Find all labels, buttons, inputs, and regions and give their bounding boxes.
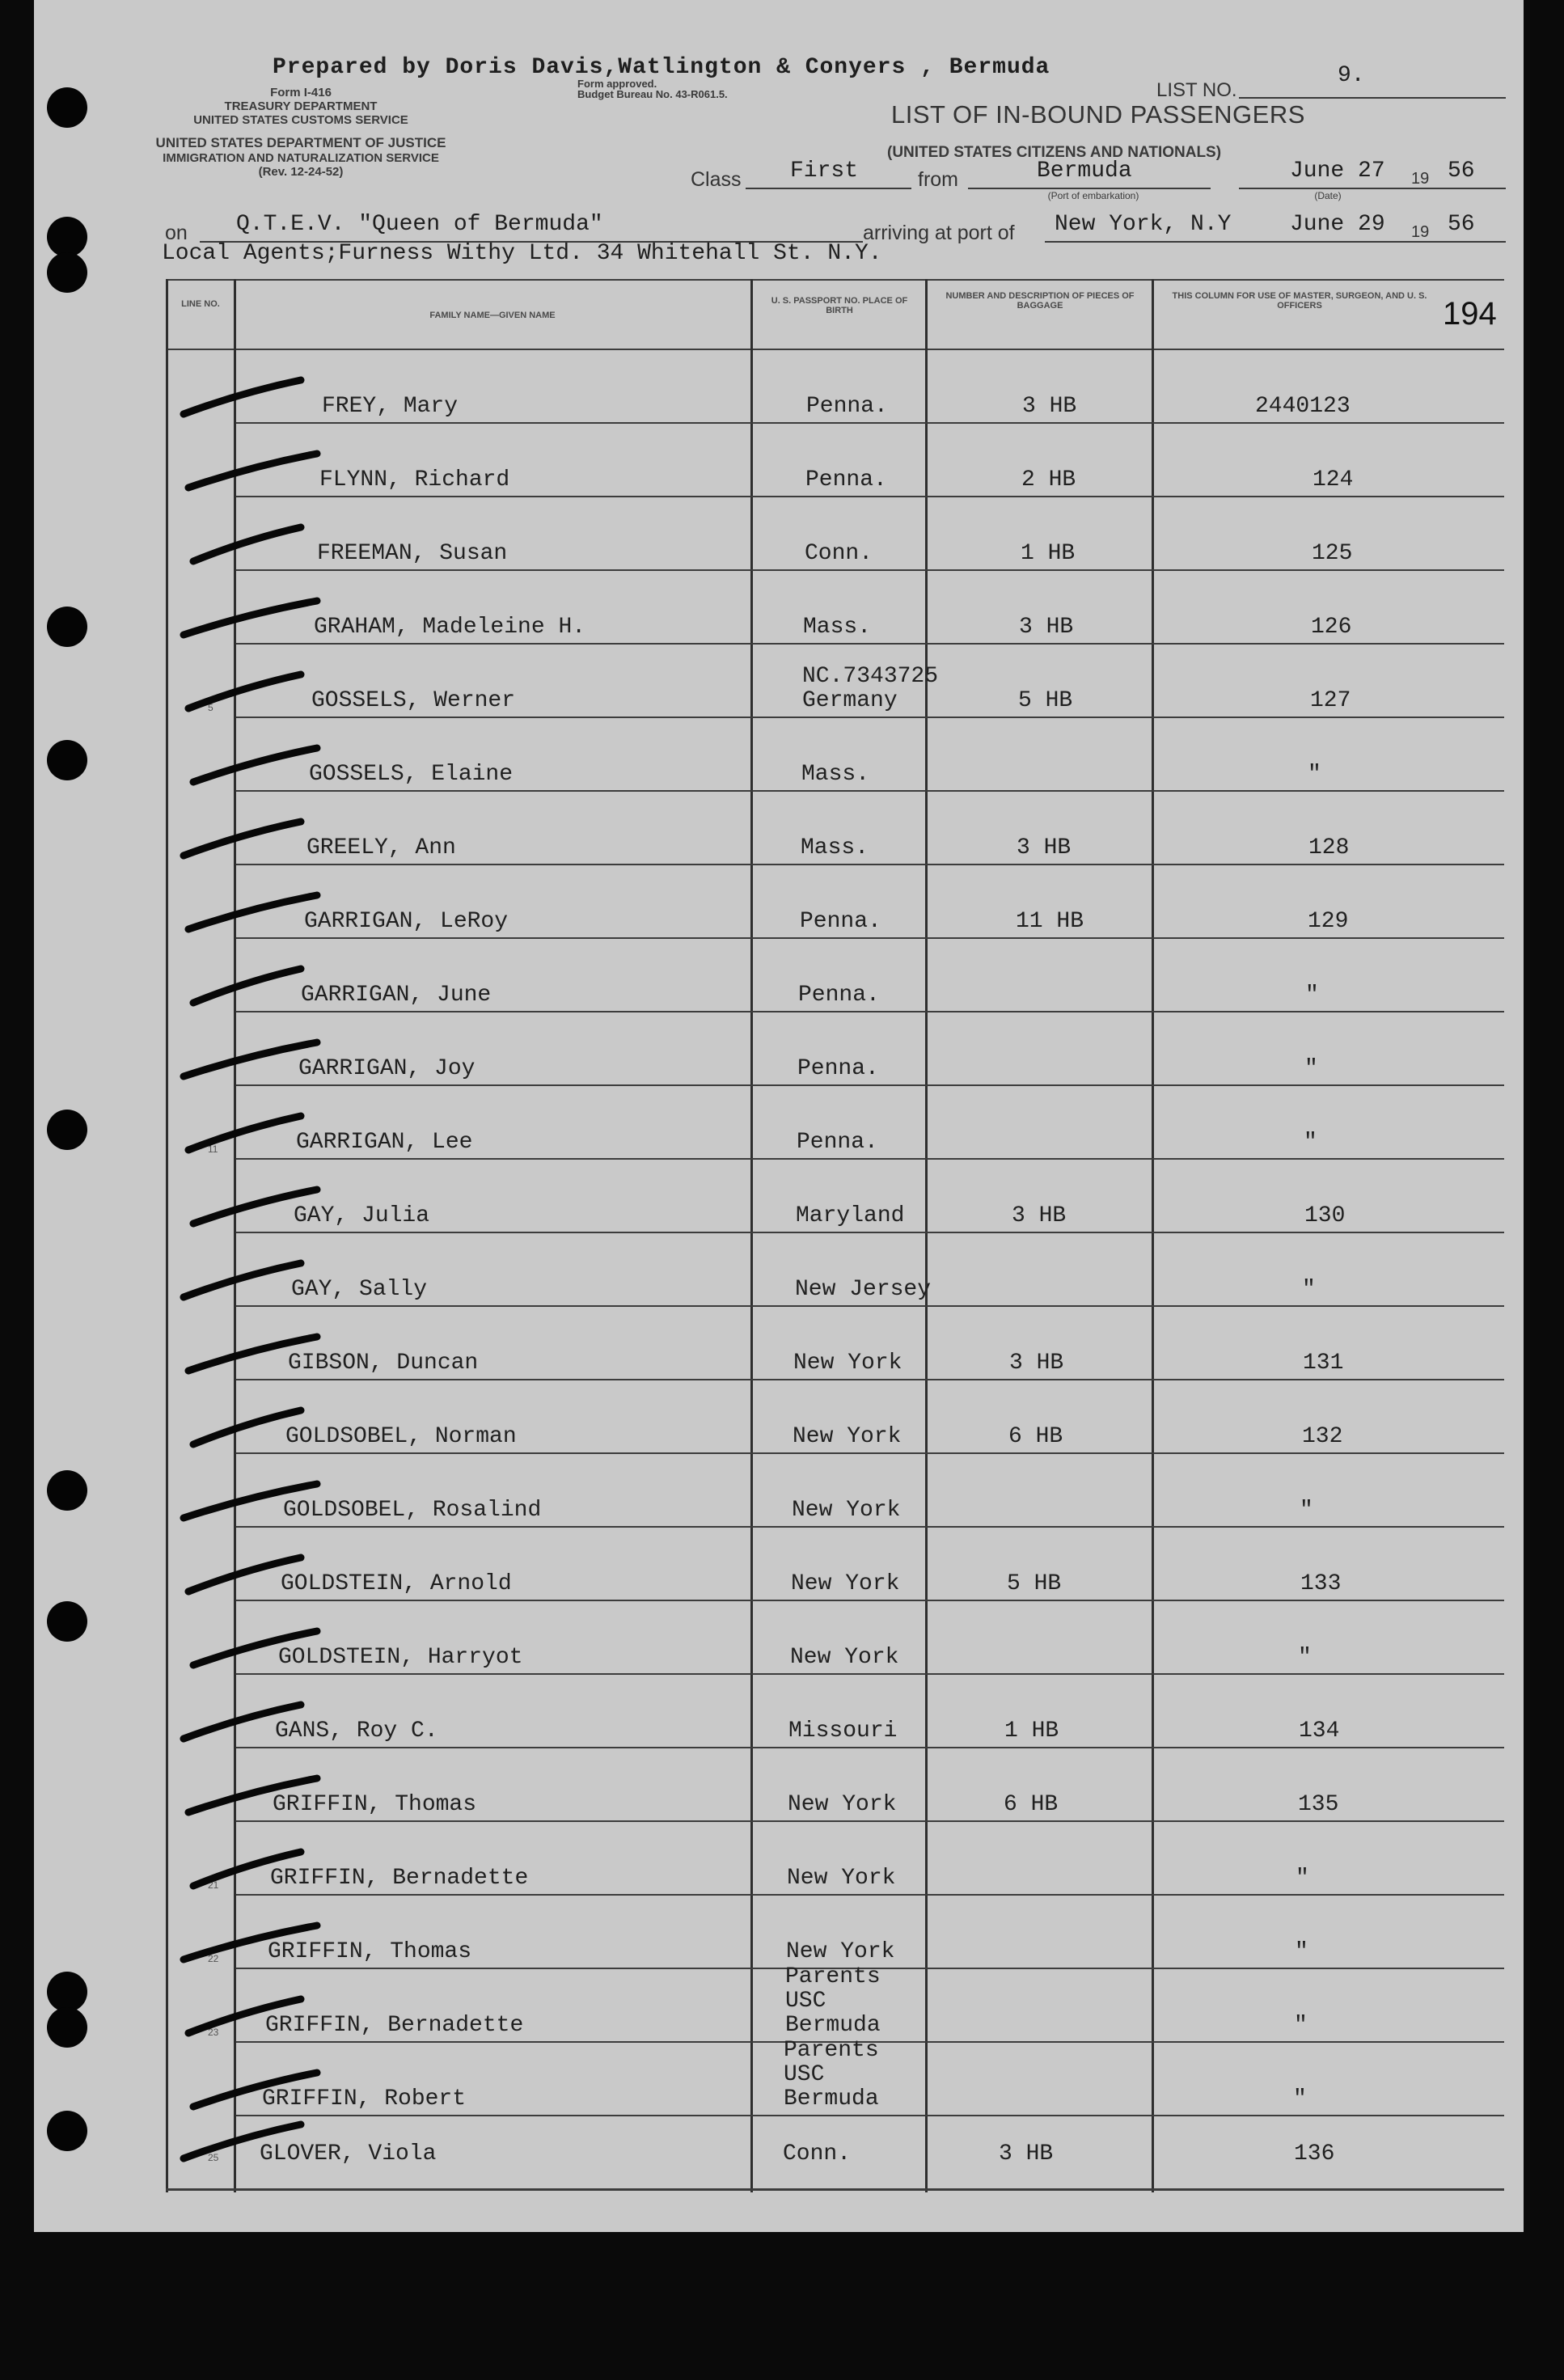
binder-hole <box>47 1601 87 1642</box>
arrival-year: 56 <box>1448 212 1475 237</box>
passenger-name: GANS, Roy C. <box>275 1718 438 1744</box>
check-mark <box>193 969 301 1003</box>
baggage-count: 3 HB <box>999 2141 1054 2167</box>
list-no-label: LIST NO. <box>1156 79 1237 101</box>
passenger-name: GRAHAM, Madeleine H. <box>314 615 586 640</box>
baggage-count: 6 HB <box>1004 1792 1059 1817</box>
place-of-birth: Maryland <box>796 1203 905 1228</box>
passenger-name: GREELY, Ann <box>306 835 456 860</box>
line-number: 25 <box>208 2152 219 2163</box>
baggage-count: 5 HB <box>1007 1571 1062 1596</box>
place-of-birth: New York <box>786 1939 895 1964</box>
col-header-line-no: LINE NO. <box>181 299 220 309</box>
official-number: " <box>1300 1498 1313 1523</box>
place-of-birth: Bermuda <box>784 2086 879 2112</box>
official-number: " <box>1295 1939 1308 1964</box>
local-agents: Local Agents;Furness Withy Ltd. 34 Whitehall St. N.Y. <box>162 241 882 266</box>
line-number: 21 <box>208 1879 219 1891</box>
col-header-official: THIS COLUMN FOR USE OF MASTER, SURGEON, AND U. S. OFFICERS <box>1172 291 1427 311</box>
passenger-name: FREY, Mary <box>322 394 459 419</box>
list-no-value: 9. <box>1338 63 1365 88</box>
binder-hole <box>47 217 87 257</box>
passenger-name: GRIFFIN, Robert <box>262 2086 467 2112</box>
passenger-name: GOSSELS, Werner <box>311 688 516 713</box>
check-mark <box>188 674 301 708</box>
binder-hole <box>47 252 87 293</box>
official-number: 130 <box>1304 1203 1346 1228</box>
official-number: 127 <box>1310 688 1351 713</box>
official-number: " <box>1305 983 1319 1008</box>
port-embarkation-caption: (Port of embarkation) <box>1047 190 1139 201</box>
place-of-birth: Parents <box>784 2038 879 2063</box>
place-of-birth: New York <box>793 1351 902 1376</box>
place-of-birth: USC <box>784 2062 825 2087</box>
passenger-name: GLOVER, Viola <box>260 2141 437 2167</box>
baggage-count: 3 HB <box>1012 1203 1067 1228</box>
official-number: " <box>1308 762 1321 787</box>
baggage-count: 1 HB <box>1004 1718 1059 1744</box>
dept-justice: UNITED STATES DEPARTMENT OF JUSTICE <box>155 135 446 150</box>
place-of-birth: New York <box>792 1498 901 1523</box>
place-of-birth: New York <box>788 1792 897 1817</box>
page-number: 194 <box>1443 296 1497 332</box>
binder-hole <box>47 1470 87 1511</box>
check-mark <box>188 454 317 488</box>
check-marks <box>34 0 1524 2232</box>
passenger-name: GOLDSTEIN, Arnold <box>281 1571 512 1596</box>
check-mark <box>193 1631 317 1665</box>
passenger-name: GARRIGAN, June <box>301 983 492 1008</box>
official-number: " <box>1302 1277 1316 1302</box>
check-mark <box>193 2073 317 2107</box>
place-of-birth: USC <box>785 1989 826 2014</box>
place-of-birth: Penna. <box>797 1056 879 1081</box>
place-of-birth: Mass. <box>803 615 872 640</box>
depart-year-prefix: 19 <box>1411 170 1430 188</box>
official-number: 133 <box>1300 1571 1342 1596</box>
passenger-name: GARRIGAN, Lee <box>296 1130 473 1155</box>
dept-treasury: TREASURY DEPARTMENT <box>224 99 378 113</box>
official-number: 129 <box>1308 909 1349 934</box>
manifest-sheet <box>34 0 1524 2232</box>
line-number: 11 <box>208 1143 218 1155</box>
arrival-port: New York, N.Y <box>1055 212 1232 237</box>
line-number: 23 <box>208 2027 219 2038</box>
place-of-birth: Penna. <box>800 909 881 934</box>
depart-year: 56 <box>1448 159 1475 184</box>
form-approved: Form approved. <box>577 78 657 90</box>
check-mark <box>184 380 301 414</box>
passenger-name: GRIFFIN, Thomas <box>273 1792 477 1817</box>
form-revision: (Rev. 12-24-52) <box>258 165 344 179</box>
passenger-name: GARRIGAN, LeRoy <box>304 909 509 934</box>
place-of-birth: New York <box>791 1571 900 1596</box>
passenger-name: GOLDSOBEL, Norman <box>285 1424 517 1449</box>
class-value: First <box>790 159 859 184</box>
prepared-by: Prepared by Doris Davis,Watlington & Conyers , Bermuda <box>273 55 1050 80</box>
check-mark <box>188 1999 301 2033</box>
official-number: 126 <box>1311 615 1352 640</box>
official-number: 136 <box>1294 2141 1335 2167</box>
check-mark <box>188 1337 317 1371</box>
passenger-name: GOSSELS, Elaine <box>309 762 514 787</box>
place-of-birth: Penna. <box>797 1130 878 1155</box>
check-mark <box>184 2124 301 2158</box>
check-mark <box>184 1042 317 1076</box>
official-number: 131 <box>1303 1351 1344 1376</box>
class-label: Class <box>691 168 742 191</box>
official-number: 135 <box>1298 1792 1339 1817</box>
check-mark <box>184 1263 301 1297</box>
check-mark <box>193 527 301 561</box>
baggage-count: 3 HB <box>1019 615 1074 640</box>
place-of-birth: Conn. <box>805 541 873 566</box>
arriving-label: arriving at port of <box>863 222 1015 244</box>
check-mark <box>188 1558 301 1592</box>
place-of-birth: Penna. <box>798 983 880 1008</box>
passenger-name: GIBSON, Duncan <box>288 1351 479 1376</box>
binder-hole <box>47 2007 87 2048</box>
check-mark <box>193 1852 301 1886</box>
place-of-birth: Mass. <box>801 835 869 860</box>
place-of-birth: Parents <box>785 1964 881 1989</box>
binder-hole <box>47 607 87 647</box>
official-number: " <box>1294 2013 1308 2038</box>
baggage-count: 5 HB <box>1018 688 1073 713</box>
baggage-count: 1 HB <box>1021 541 1076 566</box>
passenger-name: GARRIGAN, Joy <box>298 1056 476 1081</box>
form-subtitle: (UNITED STATES CITIZENS AND NATIONALS) <box>887 144 1222 161</box>
place-of-birth: Penna. <box>805 467 887 492</box>
check-mark <box>188 895 317 929</box>
binder-hole <box>47 87 87 128</box>
binder-hole <box>47 1972 87 2012</box>
dept-immigration: IMMIGRATION AND NATURALIZATION SERVICE <box>163 151 439 165</box>
check-mark <box>184 1484 317 1518</box>
official-number: " <box>1304 1130 1317 1155</box>
col-header-baggage: NUMBER AND DESCRIPTION OF PIECES OF BAGGAGE <box>945 291 1135 311</box>
official-number: 128 <box>1308 835 1350 860</box>
passenger-name: GAY, Sally <box>291 1277 428 1302</box>
baggage-count: 6 HB <box>1008 1424 1063 1449</box>
baggage-count: 11 HB <box>1016 909 1084 934</box>
form-number: Form I-416 <box>270 86 332 99</box>
passenger-name: FREEMAN, Susan <box>317 541 508 566</box>
official-number: " <box>1293 2086 1307 2112</box>
baggage-count: 3 HB <box>1017 835 1072 860</box>
from-label: from <box>918 168 958 191</box>
official-number: " <box>1298 1645 1312 1670</box>
place-of-birth: Germany <box>802 688 898 713</box>
place-of-birth: Bermuda <box>785 2013 881 2038</box>
check-mark <box>184 601 317 635</box>
place-of-birth: Missouri <box>788 1718 898 1744</box>
official-number: " <box>1296 1866 1309 1891</box>
place-of-birth: New York <box>793 1424 902 1449</box>
place-of-birth: New York <box>787 1866 896 1891</box>
binder-hole <box>47 2111 87 2151</box>
passenger-name: GRIFFIN, Thomas <box>268 1939 472 1964</box>
passenger-name: GRIFFIN, Bernadette <box>265 2013 524 2038</box>
binder-hole <box>47 1110 87 1150</box>
place-of-birth: Conn. <box>783 2141 852 2167</box>
baggage-count: 3 HB <box>1009 1351 1064 1376</box>
depart-date: June 27 <box>1290 159 1385 184</box>
place-of-birth: Penna. <box>806 394 888 419</box>
line-number: 22 <box>208 1953 219 1964</box>
col-header-name: FAMILY NAME—GIVEN NAME <box>429 311 556 320</box>
passenger-name: GRIFFIN, Bernadette <box>270 1866 529 1891</box>
col-header-passport: U. S. PASSPORT NO. PLACE OF BIRTH <box>771 296 908 315</box>
official-number: 124 <box>1312 467 1354 492</box>
dept-customs: UNITED STATES CUSTOMS SERVICE <box>193 113 408 127</box>
place-of-birth: New Jersey <box>795 1277 932 1302</box>
vessel-name: Q.T.E.V. "Queen of Bermuda" <box>236 212 603 237</box>
baggage-count: 2 HB <box>1021 467 1076 492</box>
arrival-date: June 29 <box>1290 212 1385 237</box>
from-value: Bermuda <box>1037 159 1132 184</box>
date-caption: (Date) <box>1314 190 1342 201</box>
place-of-birth: Mass. <box>801 762 870 787</box>
passenger-name: GAY, Julia <box>294 1203 430 1228</box>
place-of-birth: New York <box>790 1645 899 1670</box>
official-number: 125 <box>1312 541 1353 566</box>
check-mark <box>193 1190 317 1224</box>
budget-bureau: Budget Bureau No. 43-R061.5. <box>577 88 728 100</box>
official-number: 132 <box>1302 1424 1343 1449</box>
place-of-birth: NC.7343725 <box>802 664 939 689</box>
check-mark <box>193 1410 301 1444</box>
passenger-name: GOLDSOBEL, Rosalind <box>283 1498 542 1523</box>
passenger-name: GOLDSTEIN, Harryot <box>278 1645 523 1670</box>
baggage-count: 3 HB <box>1022 394 1077 419</box>
check-mark <box>184 1705 301 1739</box>
form-title: LIST OF IN-BOUND PASSENGERS <box>891 100 1305 129</box>
official-number: 134 <box>1299 1718 1340 1744</box>
check-mark <box>188 1778 317 1812</box>
official-number: 2440123 <box>1255 394 1351 419</box>
passenger-name: FLYNN, Richard <box>319 467 510 492</box>
check-mark <box>184 822 301 856</box>
check-mark <box>184 1926 317 1959</box>
binder-hole <box>47 740 87 780</box>
check-mark <box>188 1116 301 1150</box>
line-number: 5 <box>208 702 213 713</box>
arrival-year-prefix: 19 <box>1411 223 1430 241</box>
on-label: on <box>165 222 188 244</box>
official-number: " <box>1304 1056 1318 1081</box>
check-mark <box>193 748 317 782</box>
